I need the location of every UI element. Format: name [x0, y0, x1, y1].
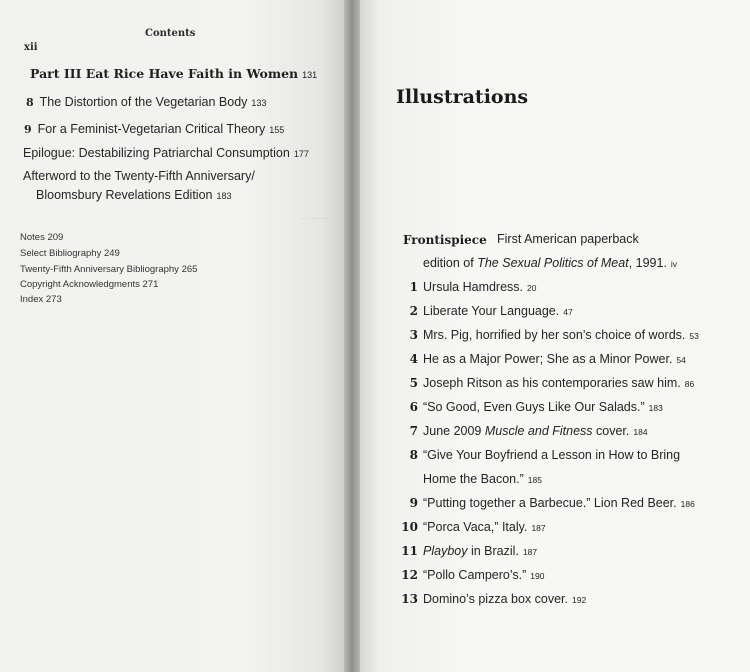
illustration-item — [396, 544, 537, 558]
illustration-item — [396, 424, 648, 438]
part-title: Part III Eat Rice Have Faith in Women — [30, 66, 299, 81]
illustration-item-continuation — [423, 472, 542, 486]
illustration-page: 186 — [680, 499, 695, 509]
illustration-caption: “Pollo Campero’s.” — [423, 568, 527, 582]
illustration-caption: Domino’s pizza box cover. — [423, 592, 568, 606]
toc-part-heading — [30, 65, 317, 83]
chapter-title: The Distortion of the Vegetarian Body — [39, 95, 248, 109]
illustration-number: 13 — [401, 592, 418, 606]
illustration-number: 10 — [401, 520, 418, 534]
toc-entry-continuation — [36, 188, 232, 202]
chapter-number: 9 — [24, 123, 32, 136]
illustration-number: 9 — [409, 496, 418, 510]
chapter-title: Afterword to the Twenty-Fifth Anniversary/ — [23, 169, 255, 183]
illustration-page: 183 — [648, 403, 663, 413]
illustration-number: 3 — [409, 328, 418, 342]
frontispiece-caption: First American paperback — [497, 232, 639, 246]
back-matter-item: Copyright Acknowledgments 271 — [20, 279, 159, 290]
illustration-item — [396, 520, 546, 534]
illustration-page: 185 — [527, 475, 542, 485]
caption-text: cover. — [592, 424, 630, 438]
illustration-item — [396, 592, 586, 606]
toc-entry — [23, 146, 309, 160]
chapter-page: 155 — [269, 125, 285, 135]
chapter-page: 177 — [293, 149, 309, 159]
caption-text: , 1991. — [628, 256, 667, 270]
illustration-item — [396, 304, 573, 318]
illustration-caption-cont: Home the Bacon.” — [423, 472, 524, 486]
chapter-title: Epilogue: Destabilizing Patriarchal Consumption — [23, 146, 290, 160]
illustration-number: 6 — [409, 400, 418, 414]
caption-text: edition of — [423, 256, 478, 270]
illustration-page: 20 — [527, 283, 537, 293]
illustration-caption: He as a Major Power; She as a Minor Power. — [423, 352, 673, 366]
illustration-item — [396, 352, 686, 366]
chapter-number: 8 — [26, 96, 34, 109]
chapter-page: 133 — [251, 98, 267, 108]
illustration-caption: Ursula Hamdress. — [423, 280, 524, 294]
chapter-page: 183 — [216, 191, 232, 201]
illustration-number: 8 — [409, 448, 418, 462]
illustration-number: 12 — [401, 568, 418, 582]
caption-italic: The Sexual Politics of Meat — [477, 256, 629, 270]
chapter-title: For a Feminist-Vegetarian Critical Theory — [37, 122, 266, 136]
illustration-page: 184 — [633, 427, 648, 437]
illustration-page: iv — [670, 259, 678, 269]
illustration-page: 190 — [530, 571, 545, 581]
illustration-caption: “Putting together a Barbecue.” Lion Red Beer. — [423, 496, 677, 510]
illustration-page: 192 — [571, 595, 587, 605]
illustration-page: 86 — [684, 379, 695, 389]
caption-italic: Muscle and Fitness — [484, 424, 593, 438]
frontispiece-caption-cont — [423, 256, 677, 270]
illustration-number: 5 — [409, 376, 418, 390]
illustration-item — [396, 280, 537, 294]
back-matter-item: Notes 209 — [20, 232, 64, 243]
illustration-page: 187 — [522, 547, 538, 557]
illustration-number: 11 — [401, 544, 418, 558]
illustration-page: 187 — [531, 523, 546, 533]
illustration-item — [396, 568, 544, 582]
back-matter-item: Select Bibliography 249 — [20, 248, 120, 259]
illustration-page: 47 — [563, 307, 573, 317]
illustration-page: 53 — [689, 331, 699, 341]
illustration-item — [396, 328, 699, 342]
illustration-item — [396, 400, 663, 414]
page-number: xii — [24, 42, 38, 53]
back-matter-item: Twenty-Fifth Anniversary Bibliography 265 — [20, 264, 198, 275]
toc-entry — [23, 169, 255, 183]
toc-entry — [24, 122, 284, 136]
illustration-number: 7 — [409, 424, 418, 438]
running-head: Contents — [145, 28, 196, 39]
illustration-caption: “Porca Vaca,” Italy. — [423, 520, 528, 534]
caption-italic: Playboy — [423, 544, 468, 558]
back-matter-item: Index 273 — [20, 294, 62, 305]
book-gutter — [344, 0, 360, 672]
illustration-number: 1 — [409, 280, 418, 294]
illustration-page: 54 — [676, 355, 686, 365]
illustration-item — [396, 376, 694, 390]
frontispiece-label: Frontispiece — [403, 233, 487, 247]
illustration-number: 2 — [409, 304, 418, 318]
illustration-caption: Liberate Your Language. — [423, 304, 560, 318]
chapter-title-cont: Bloomsbury Revelations Edition — [36, 188, 213, 202]
illustration-caption: Mrs. Pig, horrified by her son’s choice of words. — [423, 328, 686, 342]
illustration-caption: “Give Your Boyfriend a Lesson in How to Bring — [423, 448, 681, 462]
toc-entry — [26, 95, 266, 109]
illustration-number: 4 — [409, 352, 418, 366]
page-title: Illustrations — [396, 86, 529, 108]
caption-text: June 2009 — [423, 424, 485, 438]
caption-text: in Brazil. — [467, 544, 519, 558]
part-page-number: 131 — [302, 70, 318, 80]
illustration-caption: “So Good, Even Guys Like Our Salads.” — [423, 400, 645, 414]
show-through-text: — — — — [300, 214, 330, 223]
illustration-caption: Joseph Ritson as his contemporaries saw him. — [423, 376, 681, 390]
illustration-item — [396, 448, 680, 462]
illustration-item — [396, 496, 695, 510]
